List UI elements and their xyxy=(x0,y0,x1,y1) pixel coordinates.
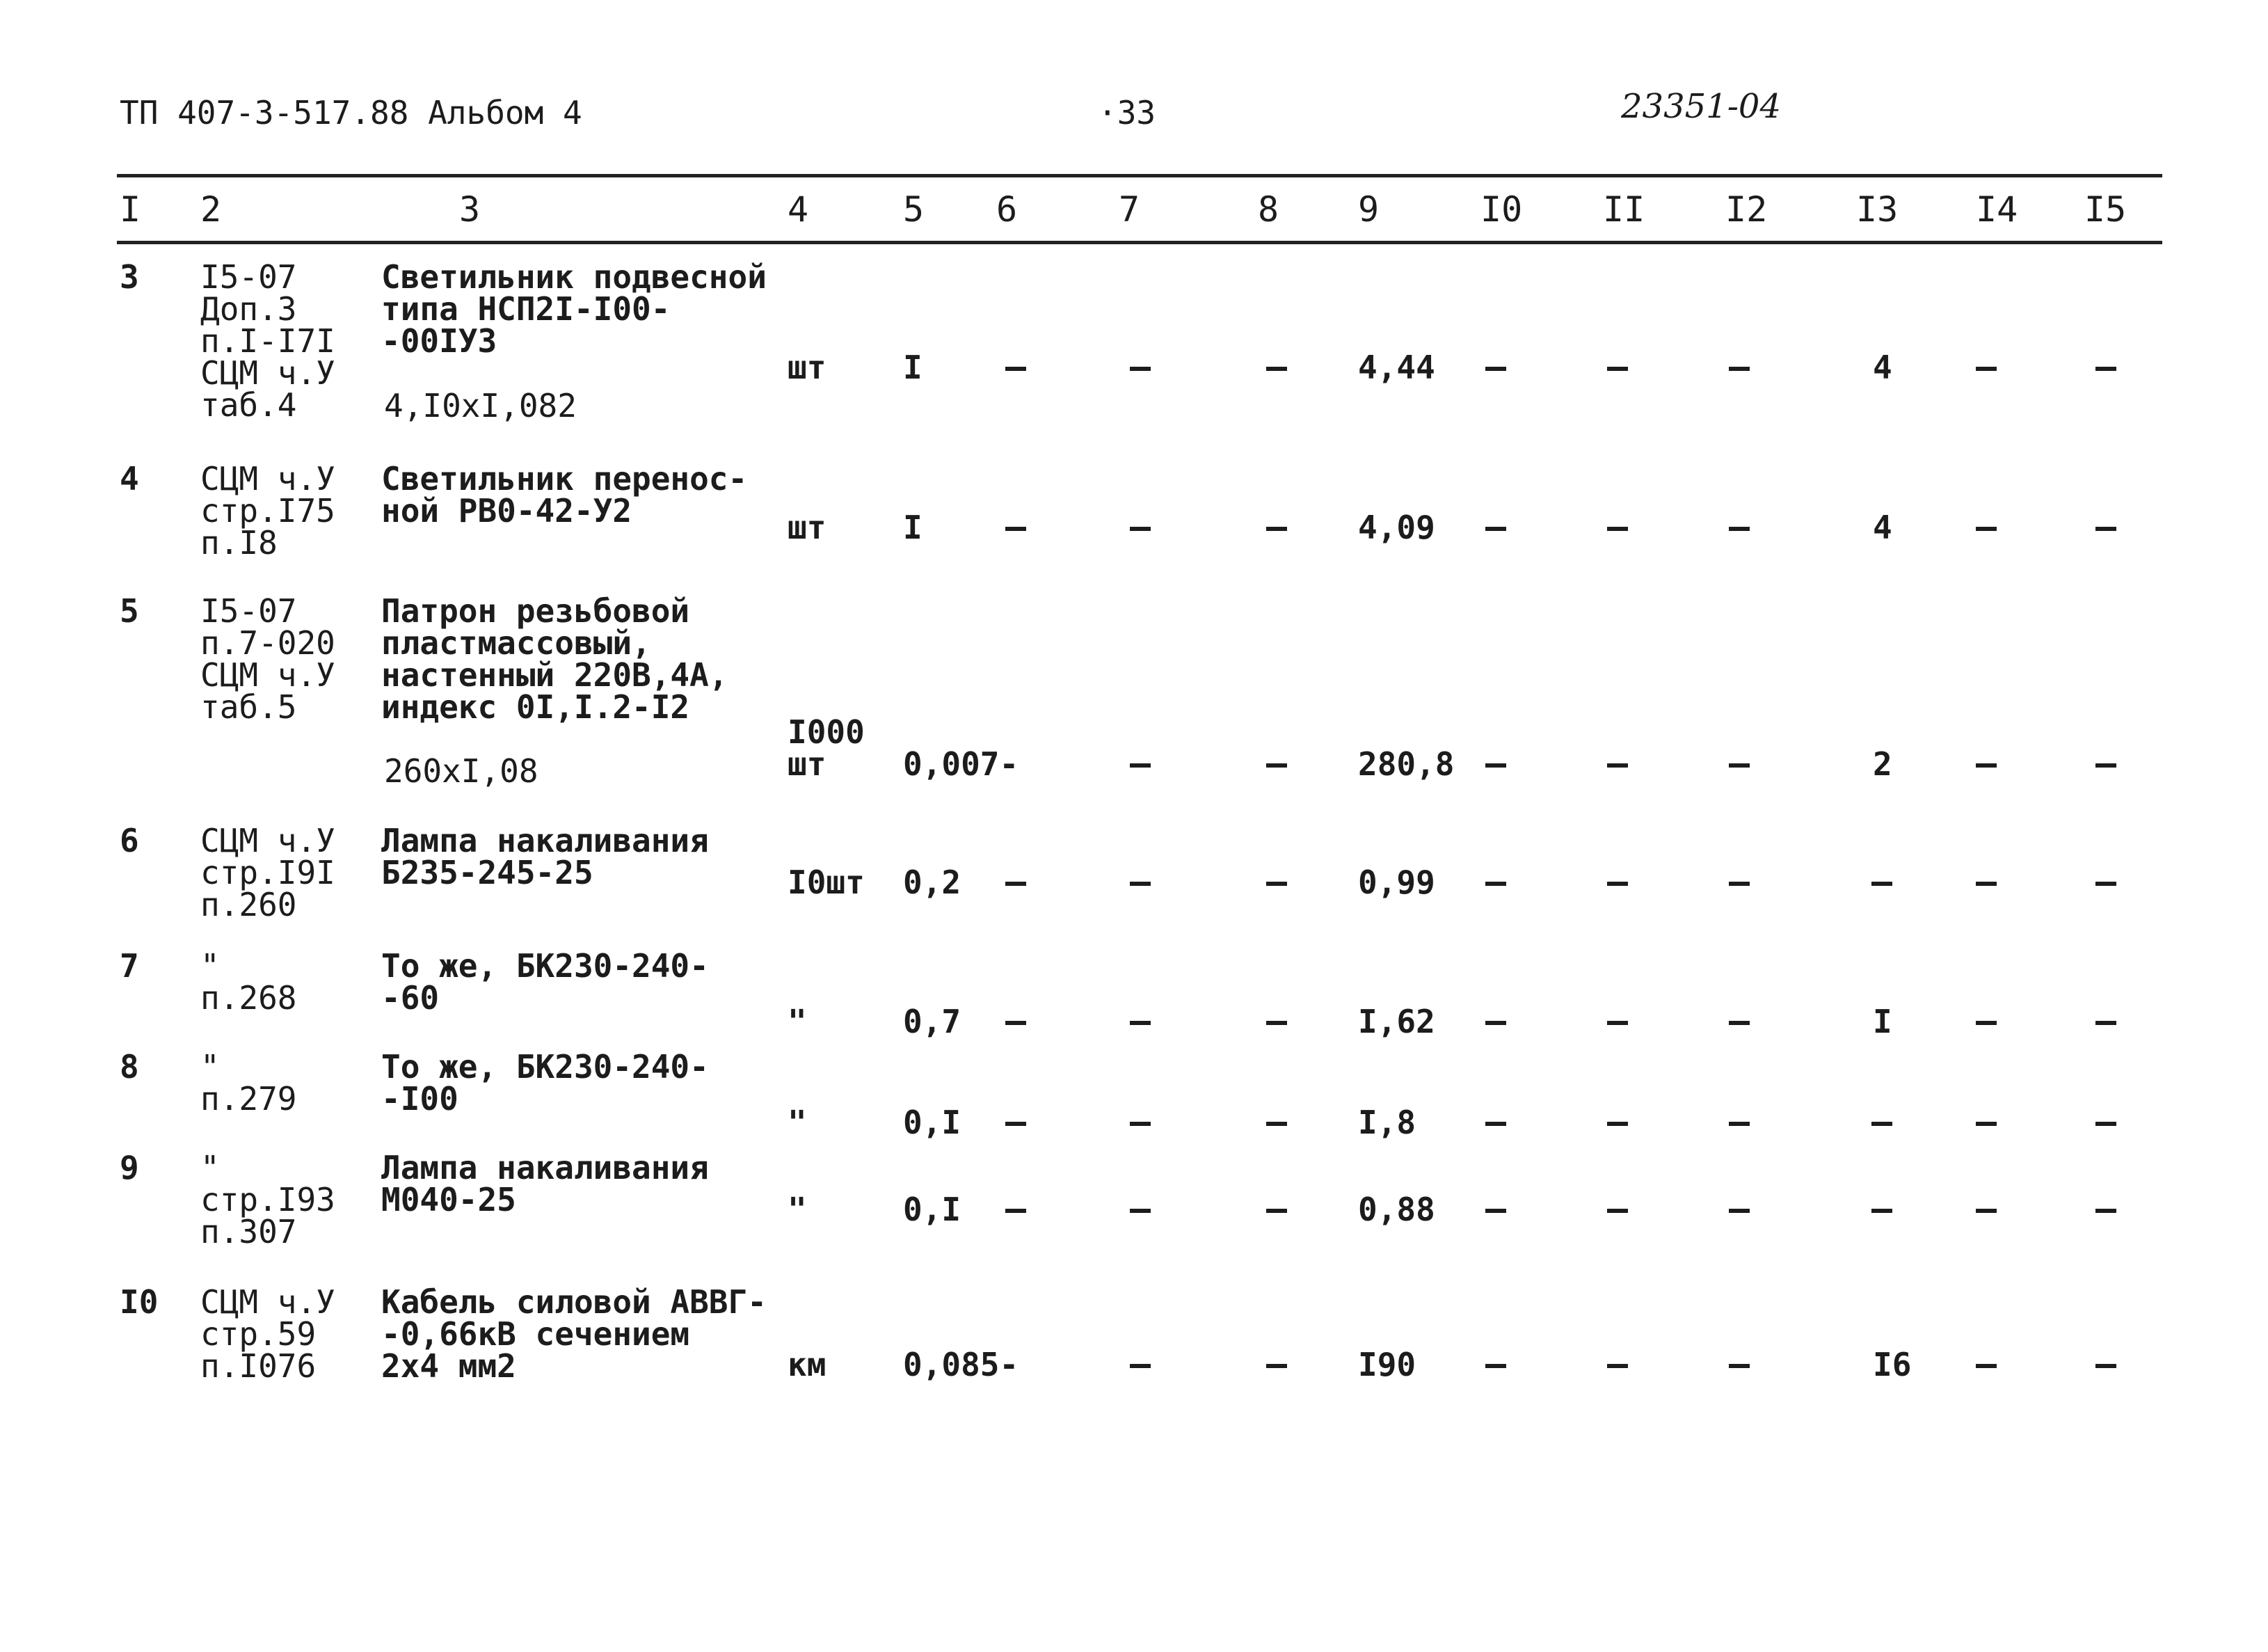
page-number: ·33 xyxy=(1098,94,1156,132)
empty-cell-dash xyxy=(1607,763,1628,768)
empty-cell-dash xyxy=(1485,367,1506,371)
quantity: 0,085- xyxy=(903,1346,1019,1383)
empty-cell-dash xyxy=(1266,1209,1287,1213)
value: 0,88 xyxy=(1358,1191,1435,1228)
empty-cell-dash xyxy=(1607,1122,1628,1126)
empty-cell-dash xyxy=(1005,1021,1026,1025)
calculation-formula: 4,I0xI,082 xyxy=(384,387,577,424)
empty-cell-dash xyxy=(2095,1122,2116,1126)
value: I,8 xyxy=(1358,1104,1416,1141)
empty-cell-dash xyxy=(1130,1364,1151,1368)
empty-cell-dash xyxy=(1130,367,1151,371)
empty-cell-dash xyxy=(1130,763,1151,768)
item-name: Лампа накаливания Б235-245-25 xyxy=(381,822,709,891)
unit: шт xyxy=(788,509,826,546)
item-name: Кабель силовой АВВГ- -0,66кВ сечением 2x4 мм2 xyxy=(381,1283,767,1385)
source-reference: I5-07 п.7-020 СЦМ ч.У таб.5 xyxy=(200,592,335,726)
column-header-14: I4 xyxy=(1976,189,2018,230)
empty-cell-dash xyxy=(1266,763,1287,768)
empty-cell-dash xyxy=(1976,882,1997,886)
empty-cell-dash xyxy=(1729,1122,1750,1126)
document-title: ТП 407-3-517.88 Альбом 4 xyxy=(120,94,582,132)
value: 4,44 xyxy=(1358,349,1435,386)
empty-cell-dash xyxy=(1005,367,1026,371)
empty-cell-dash xyxy=(2095,882,2116,886)
unit: шт xyxy=(788,349,826,386)
empty-cell-dash xyxy=(1729,1364,1750,1368)
empty-cell-dash xyxy=(1005,1209,1026,1213)
quantity: 0,7 xyxy=(903,1003,961,1040)
empty-cell-dash xyxy=(1976,1209,1997,1213)
unit: I000 шт xyxy=(788,713,865,783)
source-reference: СЦМ ч.У стр.I75 п.I8 xyxy=(200,460,335,562)
quantity: 0,I xyxy=(903,1104,961,1141)
item-name: То же, БК230-240- -I00 xyxy=(381,1048,709,1118)
empty-cell-dash xyxy=(1130,882,1151,886)
empty-cell-dash xyxy=(2095,527,2116,531)
item-name: Лампа накаливания М040-25 xyxy=(381,1149,709,1218)
value: 4,09 xyxy=(1358,509,1435,546)
empty-cell-dash xyxy=(1976,1122,1997,1126)
row-number: 9 xyxy=(120,1149,139,1186)
source-reference: СЦМ ч.У стр.59 п.I076 xyxy=(200,1283,335,1385)
empty-cell-dash xyxy=(1485,1122,1506,1126)
empty-cell-dash xyxy=(1976,763,1997,768)
table-top-rule xyxy=(117,174,2162,177)
empty-cell-dash xyxy=(1976,367,1997,371)
source-reference: " п.268 xyxy=(200,947,297,1017)
item-name: Светильник подвесной типа НСП2I-I00- -00IУ3 xyxy=(381,258,767,360)
quantity: 0,I xyxy=(903,1191,961,1228)
empty-cell-dash xyxy=(2095,763,2116,768)
empty-cell-dash xyxy=(1266,1364,1287,1368)
row-number: I0 xyxy=(120,1283,159,1321)
table-header-rule xyxy=(117,241,2162,244)
empty-cell-dash xyxy=(1266,882,1287,886)
column-header-8: 8 xyxy=(1258,189,1279,230)
source-reference: " стр.I93 п.307 xyxy=(200,1149,335,1250)
empty-cell-dash xyxy=(1266,1021,1287,1025)
empty-cell-dash xyxy=(1729,1021,1750,1025)
count: 2 xyxy=(1873,745,1892,783)
value: I90 xyxy=(1358,1346,1416,1383)
unit: I0шт xyxy=(788,864,865,901)
empty-cell-dash xyxy=(1130,1021,1151,1025)
empty-cell-dash xyxy=(1871,1122,1892,1126)
row-number: 6 xyxy=(120,822,139,859)
empty-cell-dash xyxy=(1607,367,1628,371)
column-header-13: I3 xyxy=(1856,189,1899,230)
empty-cell-dash xyxy=(1729,527,1750,531)
column-header-5: 5 xyxy=(903,189,925,230)
empty-cell-dash xyxy=(1130,527,1151,531)
empty-cell-dash xyxy=(2095,367,2116,371)
column-header-11: II xyxy=(1603,189,1645,230)
row-number: 7 xyxy=(120,947,139,985)
column-header-15: I5 xyxy=(2084,189,2127,230)
empty-cell-dash xyxy=(1976,1364,1997,1368)
value: I,62 xyxy=(1358,1003,1435,1040)
source-reference: СЦМ ч.У стр.I9I п.260 xyxy=(200,822,335,923)
empty-cell-dash xyxy=(2095,1021,2116,1025)
empty-cell-dash xyxy=(1005,882,1026,886)
value: 0,99 xyxy=(1358,864,1435,901)
calculation-formula: 260xI,08 xyxy=(384,752,538,790)
column-header-4: 4 xyxy=(788,189,809,230)
column-header-2: 2 xyxy=(200,189,222,230)
item-name: Патрон резьбовой пластмассовый, настенный 220В,4А, индекс 0I,I.2-I2 xyxy=(381,592,728,726)
empty-cell-dash xyxy=(1607,882,1628,886)
empty-cell-dash xyxy=(1607,1209,1628,1213)
empty-cell-dash xyxy=(2095,1209,2116,1213)
empty-cell-dash xyxy=(1871,1209,1892,1213)
column-header-7: 7 xyxy=(1119,189,1140,230)
unit: " xyxy=(788,1003,807,1040)
empty-cell-dash xyxy=(1266,527,1287,531)
empty-cell-dash xyxy=(1005,1122,1026,1126)
unit: " xyxy=(788,1104,807,1141)
count: I6 xyxy=(1873,1346,1912,1383)
unit: " xyxy=(788,1191,807,1228)
empty-cell-dash xyxy=(1871,882,1892,886)
column-header-12: I2 xyxy=(1725,189,1768,230)
row-number: 4 xyxy=(120,460,139,498)
column-header-6: 6 xyxy=(996,189,1018,230)
unit: км xyxy=(788,1346,826,1383)
column-header-9: 9 xyxy=(1358,189,1380,230)
empty-cell-dash xyxy=(1130,1209,1151,1213)
empty-cell-dash xyxy=(1130,1122,1151,1126)
empty-cell-dash xyxy=(1729,367,1750,371)
empty-cell-dash xyxy=(1729,763,1750,768)
column-header-3: 3 xyxy=(459,189,481,230)
quantity: 0,2 xyxy=(903,864,961,901)
empty-cell-dash xyxy=(1729,882,1750,886)
empty-cell-dash xyxy=(1607,527,1628,531)
count: 4 xyxy=(1873,349,1892,386)
source-reference: I5-07 Доп.3 п.I-I7I СЦМ ч.У таб.4 xyxy=(200,258,335,424)
empty-cell-dash xyxy=(1607,1021,1628,1025)
empty-cell-dash xyxy=(1976,1021,1997,1025)
empty-cell-dash xyxy=(1485,763,1506,768)
item-name: То же, БК230-240- -60 xyxy=(381,947,709,1017)
empty-cell-dash xyxy=(2095,1364,2116,1368)
empty-cell-dash xyxy=(1729,1209,1750,1213)
empty-cell-dash xyxy=(1607,1364,1628,1368)
column-header-10: I0 xyxy=(1480,189,1523,230)
value: 280,8 xyxy=(1358,745,1455,783)
document-code: 23351-04 xyxy=(1621,87,1781,126)
item-name: Светильник перенос- ной РВ0-42-У2 xyxy=(381,460,748,530)
source-reference: " п.279 xyxy=(200,1048,297,1118)
empty-cell-dash xyxy=(1266,1122,1287,1126)
empty-cell-dash xyxy=(1485,527,1506,531)
column-header-1: I xyxy=(120,189,141,230)
empty-cell-dash xyxy=(1005,527,1026,531)
row-number: 5 xyxy=(120,592,139,630)
row-number: 8 xyxy=(120,1048,139,1086)
empty-cell-dash xyxy=(1485,1021,1506,1025)
empty-cell-dash xyxy=(1976,527,1997,531)
empty-cell-dash xyxy=(1485,1209,1506,1213)
count: 4 xyxy=(1873,509,1892,546)
empty-cell-dash xyxy=(1485,882,1506,886)
count: I xyxy=(1873,1003,1892,1040)
row-number: 3 xyxy=(120,258,139,296)
empty-cell-dash xyxy=(1485,1364,1506,1368)
quantity: 0,007- xyxy=(903,745,1019,783)
quantity: I xyxy=(903,509,923,546)
empty-cell-dash xyxy=(1266,367,1287,371)
quantity: I xyxy=(903,349,923,386)
